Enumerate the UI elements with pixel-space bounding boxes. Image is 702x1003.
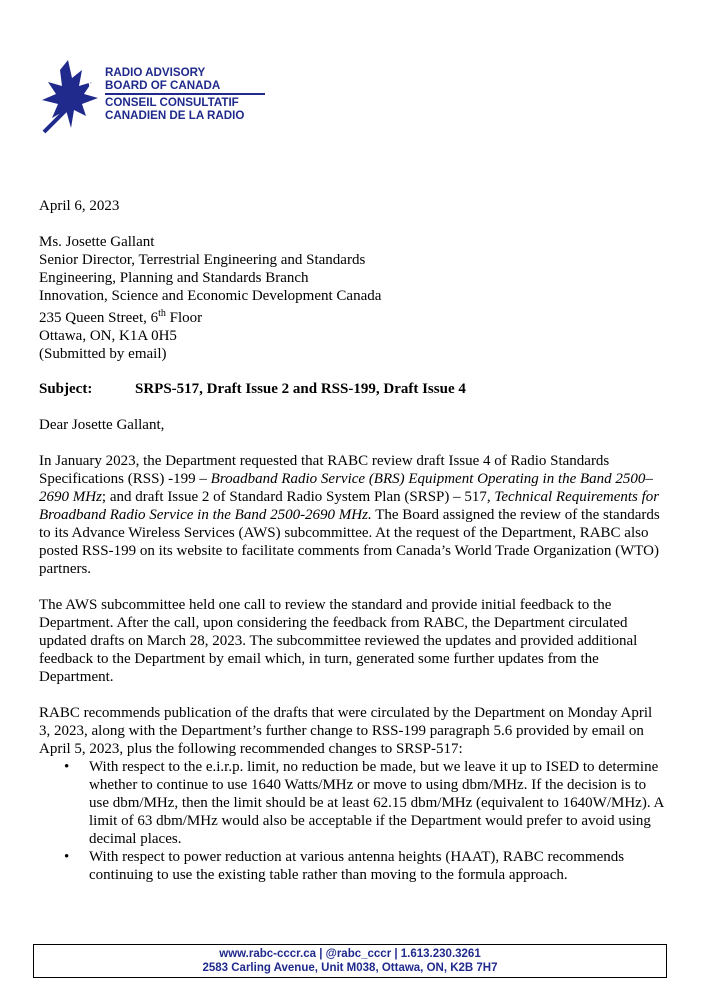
subject-line bbox=[39, 380, 667, 398]
org-name-fr-line1: CONSEIL CONSULTATIF bbox=[105, 95, 239, 109]
letter-body bbox=[39, 197, 667, 884]
subject-text: SRPS-517, Draft Issue 2 and RSS-199, Draft Issue 4 bbox=[135, 381, 466, 397]
letter-date: April 6, 2023 bbox=[39, 198, 120, 214]
footer-address-line: 2583 Carling Avenue, Unit M038, Ottawa, ON, K2B 7H7 bbox=[202, 962, 498, 974]
list-item: • With respect to the e.i.r.p. limit, no reduction be made, but we leave it up to ISED to determine whether to continue to use 1640 Watts/MHz or move to using dbm/MHz. If the decision is to use dbm/MHz, then the limit should be at least 62.15 dbm/MHz (equivalent to 1640W/MHz). A limit of 63 dbm/MHz would also be acceptable if the Department would prefer to avoid using decimal places. bbox=[64, 759, 664, 847]
paragraph-recommendation: RABC recommends publication of the drafts that were circulated by the Department on Monday April 3, 2023, along with the Department’s further change to RSS-199 paragraph 5.6 provided by email on April 5, 2023, plus the following recommended changes to SRSP-517: bbox=[39, 705, 653, 757]
org-name-fr-line2: CANADIEN DE LA RADIO bbox=[105, 108, 245, 122]
bullet-icon: • bbox=[64, 849, 70, 865]
footer-contact-line: www.rabc-cccr.ca | @rabc_cccr | 1.613.230.3261 bbox=[219, 948, 481, 960]
recipient-branch: Engineering, Planning and Standards Branch bbox=[39, 270, 309, 286]
recipient-street: 235 Queen Street, 6th Floor bbox=[39, 308, 203, 326]
bullet-icon: • bbox=[64, 759, 70, 775]
recipient-department: Innovation, Science and Economic Development Canada bbox=[39, 288, 382, 304]
submission-note: (Submitted by email) bbox=[39, 346, 167, 362]
paragraph-background: In January 2023, the Department requested that RABC review draft Issue 4 of Radio Standards Specifications (RSS) -199 – Broadband Radio Service (BRS) Equipment Operating in the Band 2500–2690 MHz; and draft Issue 2 of Standard Radio System Plan (SRSP) – 517, Technical Requirements for Broadband Radio Service in the Band 2500-2690 MHz. The Board assigned the review of the standards to its Advance Wireless Services (AWS) subcommittee. At the request of the Department, RABC also posted RSS-199 on its website to facilitate comments from Canada’s World Trade Organization (WTO) partners. bbox=[39, 453, 660, 577]
recipient-city: Ottawa, ON, K1A 0H5 bbox=[39, 328, 177, 344]
org-name-en-line1: RADIO ADVISORY bbox=[105, 66, 206, 79]
organization-name bbox=[105, 66, 265, 122]
contact-footer bbox=[33, 944, 667, 978]
recipient-title: Senior Director, Terrestrial Engineering and Standards bbox=[39, 252, 366, 268]
salutation: Dear Josette Gallant, bbox=[39, 417, 165, 433]
recipient-name: Ms. Josette Gallant bbox=[39, 234, 155, 250]
maple-leaf-radio-icon bbox=[38, 58, 104, 134]
logo-divider bbox=[105, 93, 265, 95]
recommendation-list bbox=[39, 758, 667, 884]
letterhead-logo bbox=[38, 58, 278, 138]
subject-label: Subject: bbox=[39, 381, 93, 397]
paragraph-process: The AWS subcommittee held one call to review the standard and provide initial feedback to the Department. After the call, upon considering the feedback from RABC, the Department circulated updated drafts on March 28, 2023. The subcommittee reviewed the updates and provided additional feedback to the Department by email which, in turn, generated some further updates from the Department. bbox=[39, 597, 638, 685]
list-item: • With respect to power reduction at various antenna heights (HAAT), RABC recommends continuing to use the existing table rather than moving to the formula approach. bbox=[64, 849, 625, 883]
org-name-en-line2: BOARD OF CANADA bbox=[105, 79, 221, 92]
recipient-address bbox=[39, 233, 667, 363]
